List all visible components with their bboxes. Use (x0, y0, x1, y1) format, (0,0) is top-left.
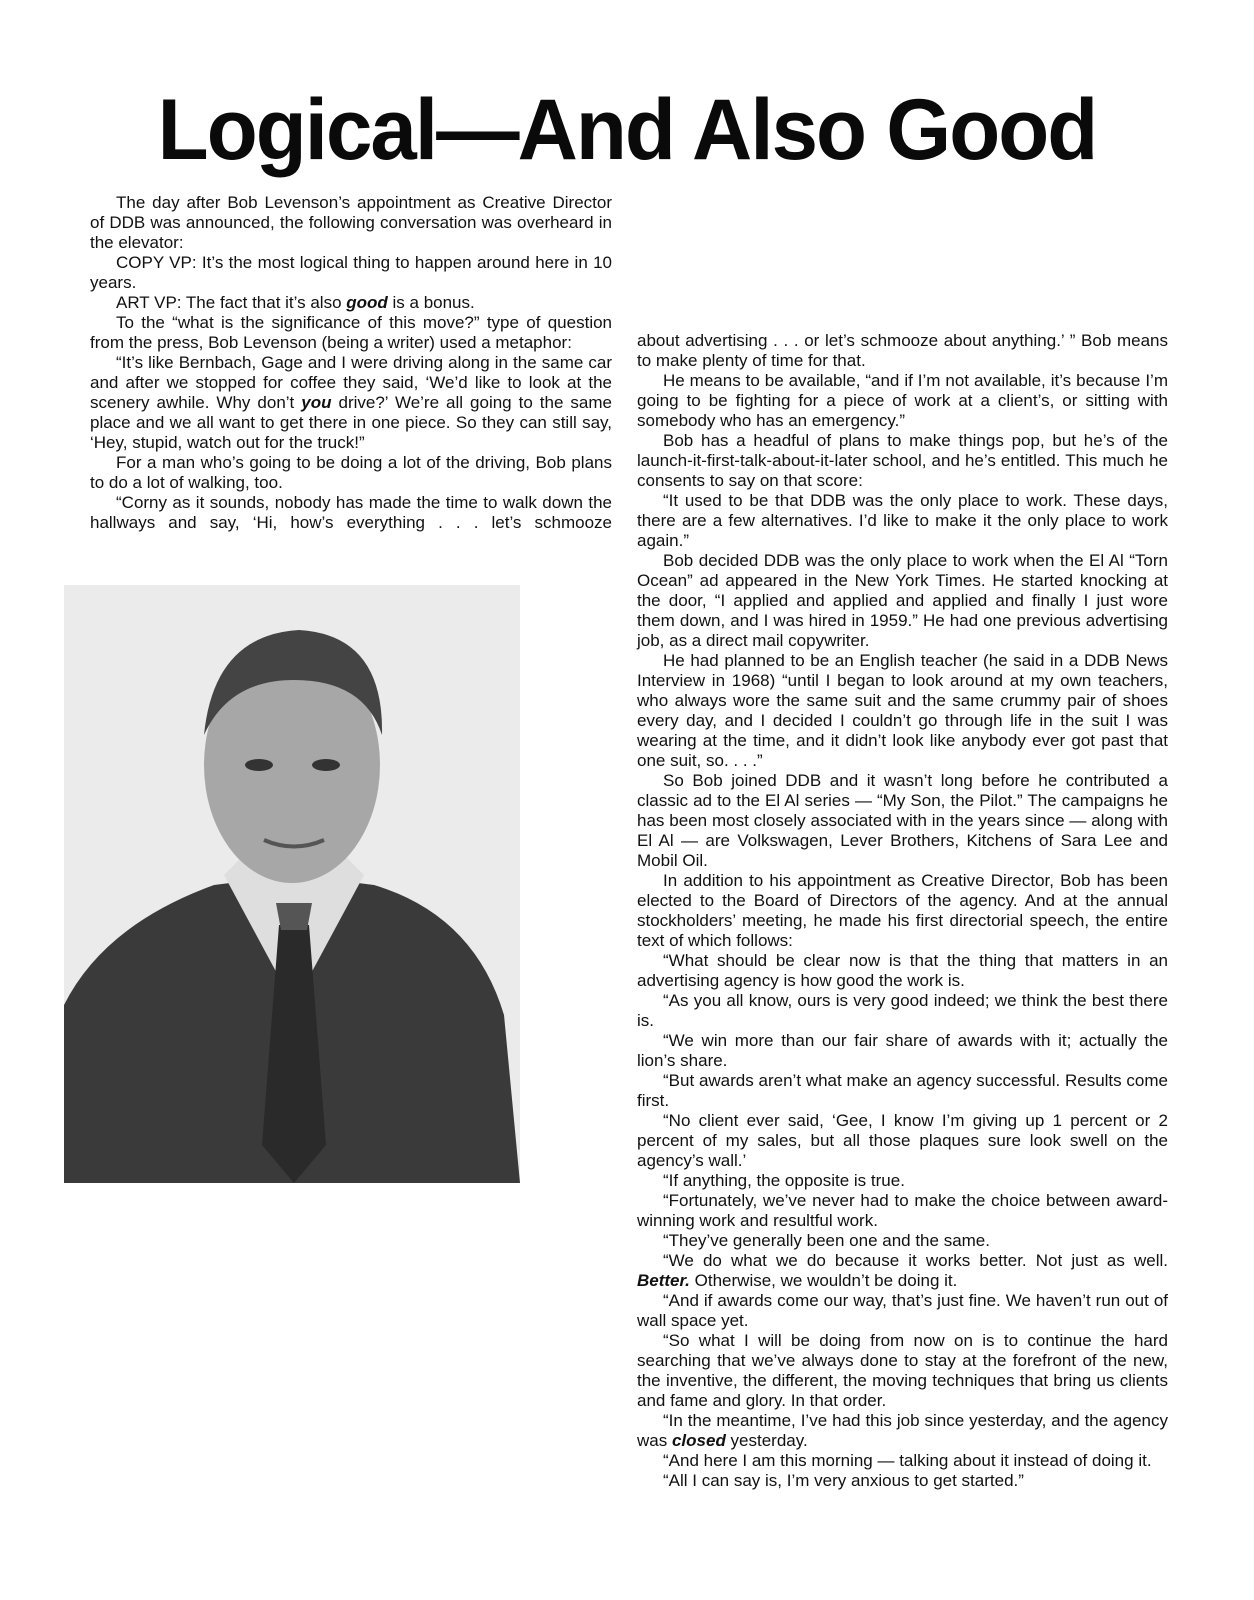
paragraph: To the “what is the significance of this move?” type of question from the press, Bob Levenson (being a writer) used a metaphor: (90, 313, 612, 352)
paragraph (90, 293, 612, 313)
paragraph: “We win more than our fair share of awards with it; actually the lion’s share. (637, 1031, 1168, 1070)
paragraph: “Fortunately, we’ve never had to make the choice between award-winning work and resultful work. (637, 1191, 1168, 1230)
text: ART VP: The fact that it’s also (116, 293, 347, 312)
paragraph: COPY VP: It’s the most logical thing to happen around here in 10 years. (90, 253, 612, 292)
left-column (90, 193, 612, 533)
article-title: Logical—And Also Good (157, 82, 1097, 178)
paragraph: “No client ever said, ‘Gee, I know I’m giving up 1 percent or 2 percent of my sales, but all those plaques sure look swell on the agency’s wall.’ (637, 1111, 1168, 1170)
right-column (637, 331, 1168, 1491)
paragraph (637, 1251, 1168, 1291)
text: “In the meantime, I’ve had this job since yesterday, and the agency was (637, 1411, 1168, 1450)
text: “We do what we do because it works better. Not just as well. (663, 1251, 1168, 1270)
paragraph (637, 1411, 1168, 1451)
emphasis: you (301, 393, 332, 412)
paragraph: He had planned to be an English teacher (he said in a DDB News Interview in 1968) “until I began to look around at my own teachers, who always wore the same suit and the same crummy pair of shoes every day, and I decided I couldn’t go through life in the suit I was wearing at the time, and it didn’t look like anybody ever got past that one suit, so. . . .” (637, 651, 1168, 770)
paragraph: “What should be clear now is that the thing that matters in an advertising agency is how good the work is. (637, 951, 1168, 990)
emphasis: closed (671, 1431, 726, 1450)
paragraph: “All I can say is, I’m very anxious to get started.” (663, 1471, 1024, 1490)
portrait-photo (64, 585, 520, 1183)
paragraph: In addition to his appointment as Creative Director, Bob has been elected to the Board of Directors of the agency. And at the annual stockholders’ meeting, he made his first directorial speech, the entire text of which follows: (637, 871, 1168, 950)
paragraph: “As you all know, ours is very good indeed; we think the best there is. (637, 991, 1168, 1030)
paragraph: “And if awards come our way, that’s just fine. We haven’t run out of wall space yet. (637, 1291, 1168, 1330)
paragraph: “If anything, the opposite is true. (663, 1171, 905, 1190)
paragraph: “So what I will be doing from now on is to continue the hard searching that we’ve always done to stay at the forefront of the new, the inventive, the different, the moving techniques that bring us clients and fame and glory. In that order. (637, 1331, 1168, 1410)
paragraph: “And here I am this morning — talking about it instead of doing it. (663, 1451, 1152, 1470)
paragraph: “It used to be that DDB was the only place to work. These days, there are a few alternatives. I’d like to make it the only place to work again.” (637, 491, 1168, 550)
paragraph: about advertising . . . or let’s schmooze about anything.’ ” Bob means to make plenty of time for that. (637, 331, 1168, 370)
paragraph: For a man who’s going to be doing a lot of the driving, Bob plans to do a lot of walking, too. (90, 453, 612, 492)
paragraph (90, 353, 612, 453)
paragraph: Bob has a headful of plans to make things pop, but he’s of the launch-it-first-talk-about-it-later school, and he’s entitled. This much he consents to say on that score: (637, 431, 1168, 490)
paragraph: “But awards aren’t what make an agency successful. Results come first. (637, 1071, 1168, 1110)
paragraph: So Bob joined DDB and it wasn’t long before he contributed a classic ad to the El Al series — “My Son, the Pilot.” The campaigns he has been most closely associated with in the years since — along with El Al — are Volkswagen, Lever Brothers, Kitchens of Sara Lee and Mobil Oil. (637, 771, 1168, 870)
paragraph: He means to be available, “and if I’m not available, it’s because I’m going to be fighting for a piece of work at a client’s, or sitting with somebody who has an emergency.” (637, 371, 1168, 430)
paragraph: “They’ve generally been one and the same. (663, 1231, 990, 1250)
emphasis: Better. (637, 1271, 690, 1290)
paragraph: The day after Bob Levenson’s appointment as Creative Director of DDB was announced, the following conversation was overheard in the elevator: (90, 193, 612, 252)
text: Otherwise, we wouldn’t be doing it. (689, 1271, 958, 1290)
emphasis: good (346, 293, 388, 312)
paragraph: Bob decided DDB was the only place to work when the El Al “Torn Ocean” ad appeared in the New York Times. He started knocking at the door, “I applied and applied and applied and finally I just wore them down, and I was hired in 1959.” He had one previous advertising job, as a direct mail copywriter. (637, 551, 1168, 650)
text: drive?’ We’re all going to the same place and we all want to get there in one piece. So they can still say, ‘Hey, stupid, watch out for the truck!” (90, 393, 612, 452)
paragraph: “Corny as it sounds, nobody has made the time to walk down the hallways and say, ‘Hi, how’s everything . . . let’s schmooze (90, 493, 612, 532)
text: is a bonus. (387, 293, 475, 312)
text: “It’s like Bernbach, Gage and I were driving along in the same car and after we stopped for coffee they said, ‘We’d like to look at the scenery awhile. Why don’t (90, 353, 612, 412)
text: yesterday. (725, 1431, 808, 1450)
